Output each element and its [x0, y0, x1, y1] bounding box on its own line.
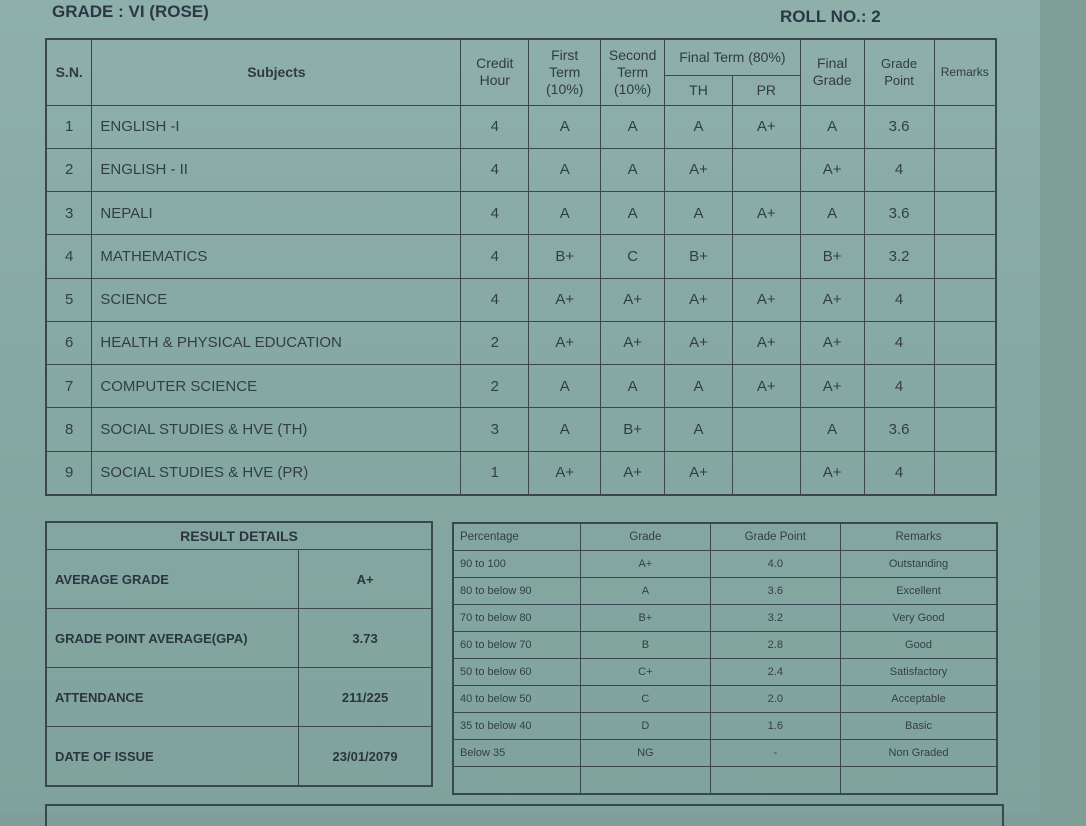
header-second-text: Second Term (10%): [608, 46, 657, 97]
scale-cell: 80 to below 90: [453, 578, 581, 605]
marks-table: [45, 38, 997, 496]
result-row: [46, 550, 432, 609]
scale-cell: 70 to below 80: [453, 605, 581, 632]
grade-point-cell: 4: [864, 321, 934, 364]
scale-cell: 90 to 100: [453, 551, 581, 578]
grade-label: GRADE : VI (ROSE): [52, 2, 209, 21]
pr-cell: [732, 451, 800, 495]
credit-cell: 1: [461, 451, 529, 495]
th-cell: A+: [665, 278, 733, 321]
pr-cell: A+: [732, 192, 800, 235]
credit-cell: 4: [461, 192, 529, 235]
sn-cell: 2: [46, 148, 92, 191]
roll-number: ROLL NO.: 2: [780, 7, 881, 26]
table-row: [46, 365, 996, 408]
result-details-title: RESULT DETAILS: [46, 522, 432, 550]
credit-cell: 3: [461, 408, 529, 451]
scale-row: [453, 659, 997, 686]
second-term-cell: C: [601, 235, 665, 278]
result-row: [46, 668, 432, 727]
header-subjects: Subjects: [92, 39, 461, 105]
sn-cell: 3: [46, 192, 92, 235]
header-first-term: [529, 39, 601, 105]
header-final-grade: [800, 39, 864, 105]
final-grade-cell: A+: [800, 148, 864, 191]
grade-point-cell: 4: [864, 148, 934, 191]
scale-row: [453, 686, 997, 713]
th-cell: A: [665, 408, 733, 451]
scale-cell: [841, 767, 997, 795]
second-term-cell: A: [601, 365, 665, 408]
scale-cell: 50 to below 60: [453, 659, 581, 686]
scale-cell: 35 to below 40: [453, 713, 581, 740]
grade-point-cell: 3.6: [864, 408, 934, 451]
subject-cell: ENGLISH -I: [92, 105, 461, 148]
th-cell: A+: [665, 148, 733, 191]
header-first-text: First Term (10%): [546, 46, 584, 97]
scale-cell: C: [581, 686, 710, 713]
table-row: [46, 278, 996, 321]
remarks-cell: [934, 192, 996, 235]
first-term-cell: A: [529, 105, 601, 148]
pr-cell: A+: [732, 278, 800, 321]
sn-cell: 5: [46, 278, 92, 321]
th-cell: A+: [665, 321, 733, 364]
subject-cell: COMPUTER SCIENCE: [92, 365, 461, 408]
second-term-cell: A: [601, 148, 665, 191]
scale-cell: NG: [581, 740, 710, 767]
second-term-cell: B+: [601, 408, 665, 451]
scale-cell: 60 to below 70: [453, 632, 581, 659]
remarks-cell: [934, 278, 996, 321]
scale-cell: Outstanding: [841, 551, 997, 578]
scale-row: [453, 740, 997, 767]
scale-cell: -: [710, 740, 840, 767]
pr-cell: [732, 408, 800, 451]
result-row: [46, 609, 432, 668]
scale-cell: 4.0: [710, 551, 840, 578]
credit-cell: 4: [461, 235, 529, 278]
result-label: GRADE POINT AVERAGE(GPA): [46, 609, 299, 668]
sn-cell: 8: [46, 408, 92, 451]
sn-cell: 9: [46, 451, 92, 495]
grade-point-cell: 4: [864, 451, 934, 495]
header-th: TH: [665, 75, 733, 105]
header-pr: PR: [732, 75, 800, 105]
first-term-cell: A+: [529, 451, 601, 495]
final-grade-cell: A+: [800, 365, 864, 408]
subject-cell: SOCIAL STUDIES & HVE (PR): [92, 451, 461, 495]
final-grade-cell: B+: [800, 235, 864, 278]
scale-cell: Satisfactory: [841, 659, 997, 686]
subject-cell: MATHEMATICS: [92, 235, 461, 278]
result-value: 23/01/2079: [299, 727, 432, 787]
first-term-cell: A: [529, 365, 601, 408]
header-credit-text: Credit Hour: [476, 55, 514, 89]
final-grade-cell: A+: [800, 278, 864, 321]
second-term-cell: A: [601, 192, 665, 235]
first-term-cell: A: [529, 408, 601, 451]
result-value: A+: [299, 550, 432, 609]
grade-point-cell: 3.6: [864, 105, 934, 148]
first-term-cell: A+: [529, 278, 601, 321]
scale-cell: [453, 767, 581, 795]
scale-cell: Acceptable: [841, 686, 997, 713]
remarks-cell: [934, 408, 996, 451]
result-label: AVERAGE GRADE: [46, 550, 299, 609]
subject-cell: NEPALI: [92, 192, 461, 235]
table-row: [46, 408, 996, 451]
result-label: DATE OF ISSUE: [46, 727, 299, 787]
scale-header-cell: Grade Point: [710, 523, 840, 551]
second-term-cell: A+: [601, 451, 665, 495]
scale-cell: 2.8: [710, 632, 840, 659]
scale-row: [453, 551, 997, 578]
th-cell: A: [665, 192, 733, 235]
grade-point-cell: 3.2: [864, 235, 934, 278]
scale-cell: 40 to below 50: [453, 686, 581, 713]
footer-box: [45, 804, 1004, 826]
scale-cell: 2.4: [710, 659, 840, 686]
remarks-cell: [934, 365, 996, 408]
header-grade-point-text: Grade Point: [880, 56, 918, 89]
result-details-table: [45, 521, 433, 787]
result-label: ATTENDANCE: [46, 668, 299, 727]
th-cell: A+: [665, 451, 733, 495]
final-grade-cell: A+: [800, 321, 864, 364]
first-term-cell: A+: [529, 321, 601, 364]
scale-row: [453, 605, 997, 632]
table-row: [46, 451, 996, 495]
credit-cell: 2: [461, 321, 529, 364]
scale-cell: 2.0: [710, 686, 840, 713]
grade-point-cell: 3.6: [864, 192, 934, 235]
first-term-cell: B+: [529, 235, 601, 278]
scale-row: [453, 632, 997, 659]
grade-point-cell: 4: [864, 278, 934, 321]
th-cell: B+: [665, 235, 733, 278]
scale-row: [453, 767, 997, 795]
pr-cell: A+: [732, 365, 800, 408]
scale-cell: Non Graded: [841, 740, 997, 767]
subject-cell: HEALTH & PHYSICAL EDUCATION: [92, 321, 461, 364]
final-grade-cell: A: [800, 192, 864, 235]
credit-cell: 2: [461, 365, 529, 408]
sn-cell: 4: [46, 235, 92, 278]
result-value: 3.73: [299, 609, 432, 668]
remarks-cell: [934, 105, 996, 148]
pr-cell: A+: [732, 105, 800, 148]
second-term-cell: A: [601, 105, 665, 148]
credit-cell: 4: [461, 105, 529, 148]
pr-cell: [732, 148, 800, 191]
scale-cell: C+: [581, 659, 710, 686]
sn-cell: 6: [46, 321, 92, 364]
pr-cell: [732, 235, 800, 278]
table-row: [46, 192, 996, 235]
scale-cell: A: [581, 578, 710, 605]
scale-cell: Good: [841, 632, 997, 659]
header-grade-point: [864, 39, 934, 105]
grading-scale-table: [452, 522, 998, 795]
subject-cell: SOCIAL STUDIES & HVE (TH): [92, 408, 461, 451]
scale-cell: Basic: [841, 713, 997, 740]
subject-cell: ENGLISH - II: [92, 148, 461, 191]
final-grade-cell: A: [800, 105, 864, 148]
scale-cell: Very Good: [841, 605, 997, 632]
remarks-cell: [934, 148, 996, 191]
scale-row: [453, 713, 997, 740]
th-cell: A: [665, 365, 733, 408]
scale-cell: Below 35: [453, 740, 581, 767]
scale-cell: A+: [581, 551, 710, 578]
first-term-cell: A: [529, 192, 601, 235]
sn-cell: 7: [46, 365, 92, 408]
scale-cell: 3.2: [710, 605, 840, 632]
table-row: [46, 321, 996, 364]
final-grade-cell: A+: [800, 451, 864, 495]
scale-header-cell: Percentage: [453, 523, 581, 551]
second-term-cell: A+: [601, 278, 665, 321]
table-row: [46, 148, 996, 191]
scale-header-cell: Grade: [581, 523, 710, 551]
sn-cell: 1: [46, 105, 92, 148]
scale-cell: B: [581, 632, 710, 659]
header-final-term: Final Term (80%): [665, 39, 801, 75]
scale-header-row: [453, 523, 997, 551]
scale-cell: D: [581, 713, 710, 740]
remarks-cell: [934, 321, 996, 364]
header-second-term: [601, 39, 665, 105]
scale-cell: 3.6: [710, 578, 840, 605]
scale-cell: Excellent: [841, 578, 997, 605]
table-row: [46, 235, 996, 278]
scale-cell: [581, 767, 710, 795]
final-grade-cell: A: [800, 408, 864, 451]
scale-cell: [710, 767, 840, 795]
header-sn: S.N.: [46, 39, 92, 105]
pr-cell: A+: [732, 321, 800, 364]
scale-header-cell: Remarks: [841, 523, 997, 551]
grade-point-cell: 4: [864, 365, 934, 408]
header-final-grade-text: Final Grade: [812, 55, 852, 89]
header-credit-hour: [461, 39, 529, 105]
scale-row: [453, 578, 997, 605]
result-row: [46, 727, 432, 787]
header-remarks: Remarks: [934, 39, 996, 105]
credit-cell: 4: [461, 148, 529, 191]
th-cell: A: [665, 105, 733, 148]
credit-cell: 4: [461, 278, 529, 321]
subject-cell: SCIENCE: [92, 278, 461, 321]
result-value: 211/225: [299, 668, 432, 727]
remarks-cell: [934, 451, 996, 495]
scale-cell: 1.6: [710, 713, 840, 740]
first-term-cell: A: [529, 148, 601, 191]
table-row: [46, 105, 996, 148]
remarks-cell: [934, 235, 996, 278]
scale-cell: B+: [581, 605, 710, 632]
second-term-cell: A+: [601, 321, 665, 364]
